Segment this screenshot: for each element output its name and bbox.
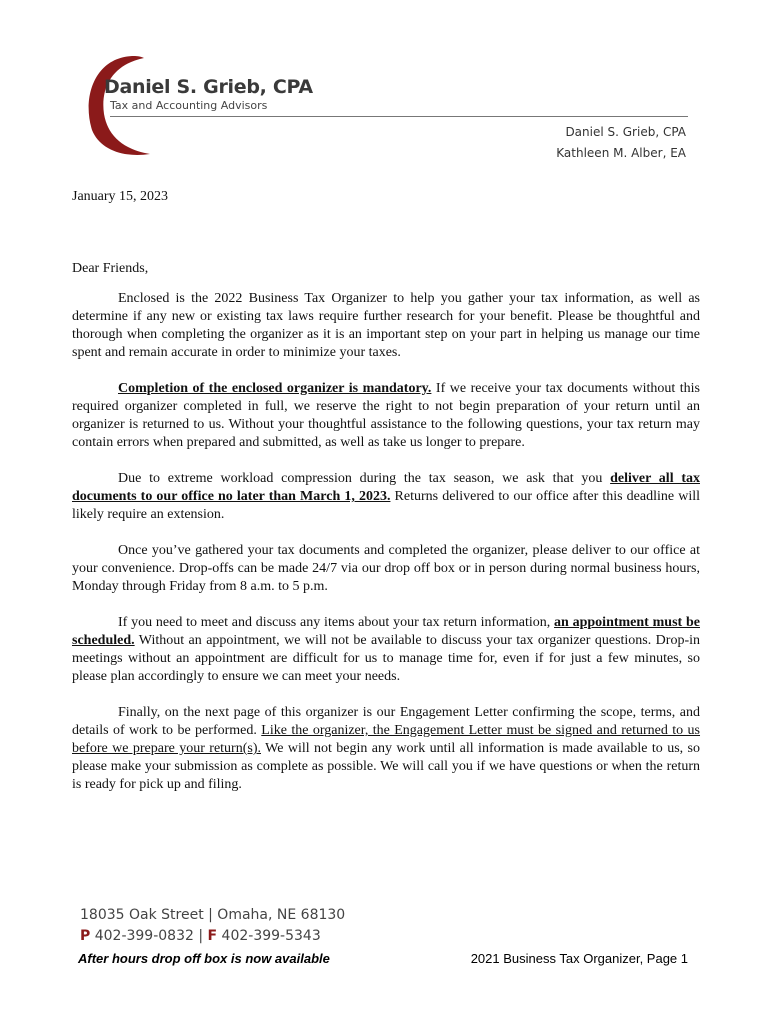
paragraph-intro (72, 290, 700, 362)
deadline-notice: deliver all tax documents to our office no later than March 1, 2023. (72, 471, 700, 504)
paragraph-mandatory (72, 380, 700, 452)
paragraph-text: We will not begin any work until all information is made available to us, so please make your submission as complete as possible. We will call you if we have questions or when the return is ready for pick up and filing. (72, 741, 700, 792)
paragraph-engagement (72, 704, 700, 794)
letter-body (72, 188, 700, 812)
page-label: 2021 Business Tax Organizer, Page 1 (470, 951, 688, 966)
letterhead-divider (110, 116, 688, 117)
staff-member: Kathleen M. Alber, EA (556, 146, 686, 160)
paragraph-text: If we receive your tax documents without this required organizer completed in full, we reserve the right to not begin preparation of your return until an organizer is returned to us. Without your thoughtful assistance to the following questions, your tax return may contain errors when prepared and submitted, as well as take us longer to prepare. (72, 381, 700, 450)
engagement-notice: Like the organizer, the Engagement Letter must be signed and returned to us before we prepare your return(s). (72, 723, 701, 756)
footer-address: 18035 Oak Street | Omaha, NE 68130 (80, 907, 346, 923)
phone-label: P (80, 928, 91, 944)
paragraph-delivery (72, 542, 700, 596)
letter-date: January 15, 2023 (72, 189, 169, 204)
paragraph-text: Returns delivered to our office after this deadline will likely require an extension. (72, 489, 700, 522)
staff-member: Daniel S. Grieb, CPA (565, 125, 686, 139)
appointment-notice: an appointment must be scheduled. (72, 615, 700, 648)
paragraph-text: Enclosed is the 2022 Business Tax Organizer to help you gather your tax information, as well as determine if any new or existing tax laws require further research for your benefit. Please be thoughtful and thorough when completing the organizer as it is an important step on your part in helping us manage our time spent and remain accurate in order to minimize your taxes. (72, 291, 700, 360)
mandatory-notice: Completion of the enclosed organizer is mandatory. (118, 381, 432, 396)
footer-dropbox-note: After hours drop off box is now available (78, 951, 330, 966)
firm-subtitle: Tax and Accounting Advisors (110, 99, 268, 112)
firm-name: Daniel S. Grieb, CPA (104, 76, 313, 98)
footer-contact (80, 905, 345, 947)
staff-list (556, 122, 686, 164)
phone-number: 402-399-0832 | (90, 928, 208, 944)
paragraph-deadline (72, 470, 700, 524)
salutation: Dear Friends, (72, 261, 149, 276)
paragraph-text: Once you’ve gathered your tax documents and completed the organizer, please deliver to our office at your convenience. Drop-offs can be made 24/7 via our drop off box or in person during normal business hours, Monday through Friday from 8 a.m. to 5 p.m. (72, 543, 700, 594)
paragraph-text: Without an appointment, we will not be available to discuss your tax organizer questions. Drop-in meetings without an appointment are difficult for us to manage time for, even if for just a few minutes, so please plan accordingly to ensure we can meet your needs. (72, 633, 700, 684)
paragraph-text: Finally, on the next page of this organizer is our Engagement Letter confirming the scope, terms, and details of work to be performed. (72, 705, 700, 738)
paragraph-appointment (72, 614, 700, 686)
fax-label: F (207, 928, 218, 944)
paragraph-text: If you need to meet and discuss any items about your tax return information, (118, 615, 555, 630)
fax-number: 402-399-5343 (217, 928, 321, 944)
footer-phones (80, 926, 345, 947)
paragraph-text: Due to extreme workload compression during the tax season, we ask that you (118, 471, 611, 486)
